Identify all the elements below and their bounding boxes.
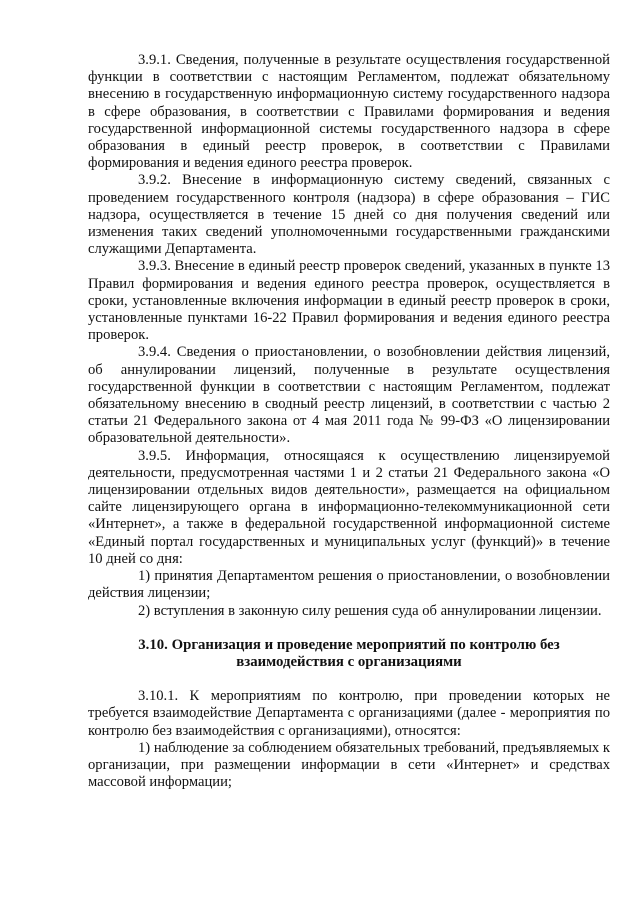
paragraph-3-9-5: 3.9.5. Информация, относящаяся к осуществлению лицензируемой деятельности, предусмотренная частями 1 и 2 статьи 21 Федерального закона «О лицензировании отдельных видов деятельности», размещается на официальном сайте лицензирующего органа в информационно-телекоммуникационной сети «Интернет», а также в федеральной государственной информационной системе «Единый портал государственных и муниципальных услуг (функций)» в течение 10 дней со дня: [88,447,610,567]
list-item-3-9-5-2: 2) вступления в законную силу решения суда об аннулировании лицензии. [138,602,602,619]
paragraph-3-9-1: 3.9.1. Сведения, полученные в результате осуществления государственной функции в соответствии с настоящим Регламентом, подлежат обязательному внесению в государственную информационную систему государственного надзора в сфере образования, в соответствии с Правилами формирования и ведения государственной информационной системы государственного надзора в сфере образования в единый реестр проверок, в соответствии с Правилами формирования и ведения единого реестра проверок. [88,52,610,172]
list-item-3-9-5-1: 1) принятия Департаментом решения о приостановлении, о возобновлении действия лицензии; [88,568,610,602]
paragraph-3-9-4: 3.9.4. Сведения о приостановлении, о возобновлении действия лицензий, об аннулировании лицензий, полученные в результате осуществления государственной функции в соответствии с настоящим Регламентом, подлежат обязательному внесению в сводный реестр лицензий, в соответствии с частью 2 статьи 21 Федерального закона от 4 мая 2011 года № 99-ФЗ «О лицензировании образовательной деятельности». [88,344,610,447]
section-heading-3-10: 3.10. Организация и проведение мероприятий по контролю без взаимодействия с организациями [138,636,560,670]
paragraph-3-10-1: 3.10.1. К мероприятиям по контролю, при проведении которых не требуется взаимодействие Департамента с организациями (далее - мероприятия по контролю без взаимодействия с организациями), относятся: [88,688,610,739]
list-item-3-10-1-1: 1) наблюдение за соблюдением обязательных требований, предъявляемых к организации, при размещении информации в сети «Интернет» и средствах массовой информации; [88,739,610,791]
paragraph-3-9-2: 3.9.2. Внесение в информационную систему сведений, связанных с проведением государственного контроля (надзора) в сфере образования – ГИС надзора, осуществляется в течение 15 дней со дня получения сведений или изменения таких сведений уполномоченными государственными гражданскими служащими Департамента. [88,172,610,258]
paragraph-3-9-3: 3.9.3. Внесение в единый реестр проверок сведений, указанных в пункте 13 Правил формирования и ведения единого реестра проверок, осуществляется в сроки, установленные включения информации в единый реестр проверок в сроки, установленные пунктами 16-22 Правил формирования и ведения единого реестра проверок. [88,258,610,344]
